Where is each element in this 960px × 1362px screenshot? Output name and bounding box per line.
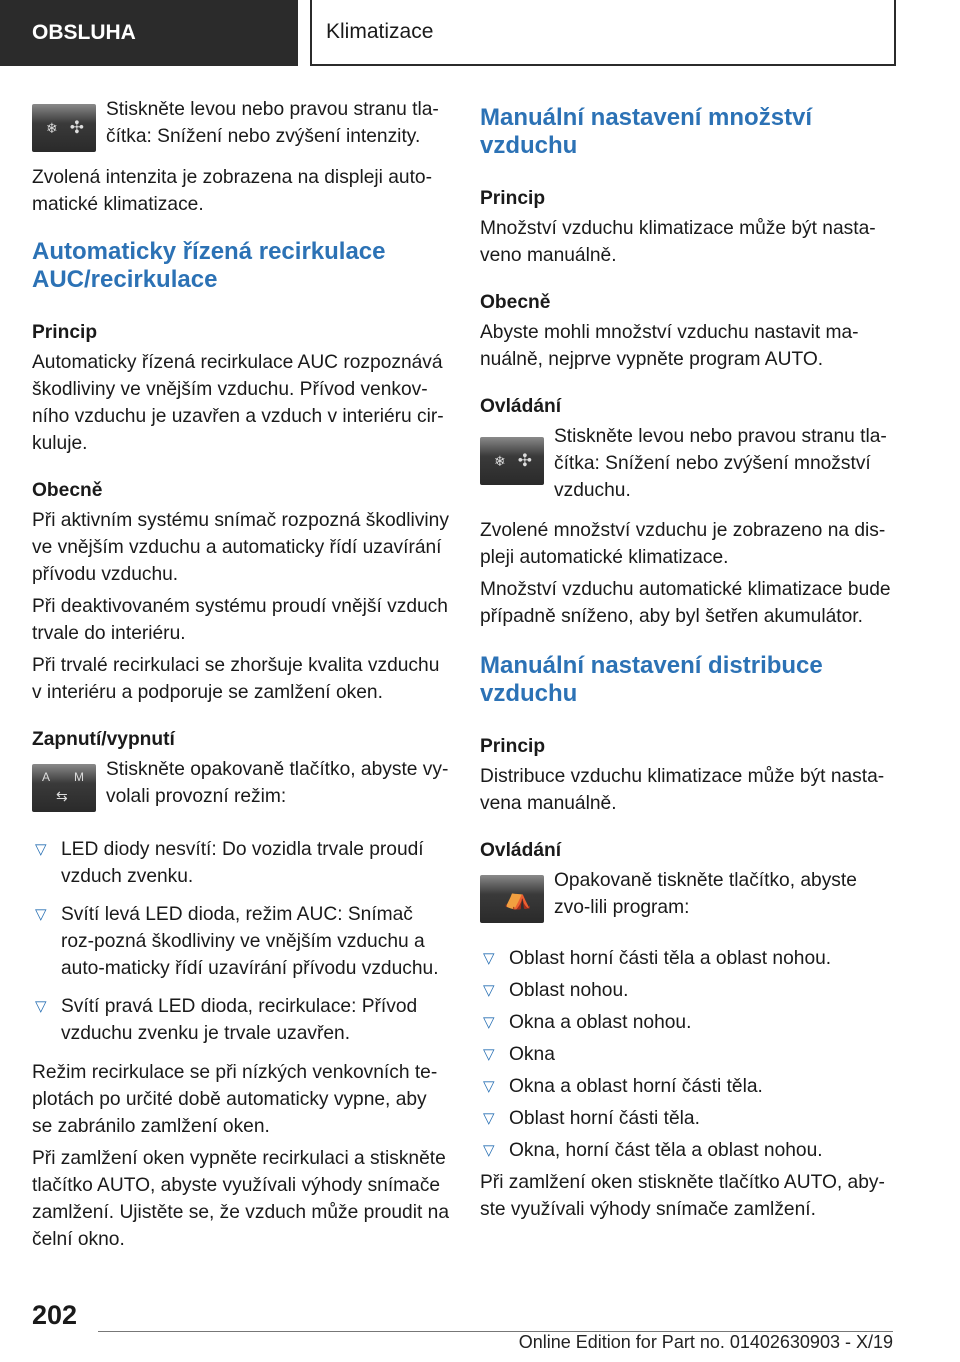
distribuce-title: Manuální nastavení distribuce vzduchu	[480, 652, 823, 707]
auc-obecne-text-2: Při deaktivovaném systému proudí vnější vzduch trvale do interiéru.	[32, 596, 448, 644]
mnozstvi-text-1: Zvolené množství vzduchu je zobrazeno na dis-pleji automatické klimatizace.	[480, 520, 886, 568]
zapnuti-instruction-text: Stiskněte opakovaně tlačítko, abyste vy-volali provozní režim:	[106, 759, 449, 807]
mnozstvi-instruction	[480, 423, 898, 504]
triangle-bullet-icon: ▽	[483, 950, 495, 967]
list-item: ▽ Okna	[480, 1041, 898, 1068]
distribuce-instruction	[480, 867, 898, 923]
fan-button-icon: ❄ ✣	[480, 437, 544, 485]
distribuce-princip-text: Distribuce vzduchu klimatizace může být nasta-vena manuálně.	[480, 766, 885, 814]
triangle-bullet-icon: ▽	[483, 1046, 495, 1063]
distribuce-instruction-text: Opakovaně tiskněte tlačítko, abyste zvo-lili program:	[554, 870, 857, 918]
mnozstvi-obecne-heading: Obecně	[480, 292, 551, 313]
list-item: ▽ Okna a oblast horní části těla.	[480, 1073, 898, 1100]
triangle-bullet-icon: ▽	[483, 982, 495, 999]
mnozstvi-instruction-text: Stiskněte levou nebo pravou stranu tla-čítka: Snížení nebo zvýšení množství vzduchu.	[554, 426, 887, 501]
list-item: ▽ Okna a oblast nohou.	[480, 1009, 898, 1036]
footer-text: Online Edition for Part no. 01402630903 - X/19	[518, 1332, 893, 1352]
auc-obecne-text-1: Při aktivním systému snímač rozpozná škodliviny ve vnějším vzduchu a automaticky řídí uzavírání přívodu vzduchu.	[32, 510, 449, 585]
distribuce-princip-heading: Princip	[480, 736, 546, 757]
section-label: OBSLUHA	[0, 0, 298, 66]
distribuce-ovladani-heading: Ovládání	[480, 840, 562, 861]
triangle-bullet-icon: ▽	[483, 1110, 495, 1127]
recirculation-button-icon: A M ⇆	[32, 764, 96, 812]
list-item: ▽ Svítí pravá LED dioda, recirkulace: Přívod vzduchu zvenku je trvale uzavřen.	[32, 993, 450, 1047]
triangle-bullet-icon: ▽	[483, 1142, 495, 1159]
triangle-bullet-icon: ▽	[483, 1078, 495, 1095]
air-distribution-button-icon: ⛺	[480, 875, 544, 923]
triangle-bullet-icon: ▽	[35, 841, 47, 858]
chapter-label: Klimatizace	[310, 0, 896, 66]
mnozstvi-princip-heading: Princip	[480, 188, 546, 209]
distribuce-end-text: Při zamlžení oken stiskněte tlačítko AUTO, aby-ste využívali výhody snímače zamlžení.	[480, 1172, 885, 1220]
auc-princip-heading: Princip	[32, 322, 98, 343]
mnozstvi-title: Manuální nastavení množství vzduchu	[480, 104, 813, 159]
right-column	[480, 96, 898, 1236]
auc-title: Automaticky řízená recirkulace AUC/recirkulace	[32, 238, 386, 293]
mnozstvi-ovladani-heading: Ovládání	[480, 396, 562, 417]
page-number: 202	[32, 1300, 78, 1330]
zapnuti-instruction	[32, 756, 450, 812]
intensity-instruction-text: Stiskněte levou nebo pravou stranu tla-čítka: Snížení nebo zvýšení intenzity.	[106, 99, 439, 147]
auc-obecne-heading: Obecně	[32, 480, 103, 501]
list-item: ▽ Okna, horní část těla a oblast nohou.	[480, 1137, 898, 1164]
program-list	[480, 945, 898, 1164]
list-item: ▽ Oblast horní části těla.	[480, 1105, 898, 1132]
triangle-bullet-icon: ▽	[35, 906, 47, 923]
list-item: ▽ Oblast horní části těla a oblast nohou.	[480, 945, 898, 972]
recirc-end-text-2: Při zamlžení oken vypněte recirkulaci a stiskněte tlačítko AUTO, abyste využívali výhody snímače zamlžení. Ujistěte se, že vzduch může proudit na čelní okno.	[32, 1148, 449, 1250]
recirc-end-text-1: Režim recirkulace se při nízkých venkovních te-plotách po určité době automaticky vypne, aby se zabránilo zamlžení oken.	[32, 1062, 438, 1137]
list-item: ▽ Oblast nohou.	[480, 977, 898, 1004]
triangle-bullet-icon: ▽	[483, 1014, 495, 1031]
list-item: ▽ LED diody nesvítí: Do vozidla trvale proudí vzduch zvenku.	[32, 836, 450, 890]
mode-list	[32, 836, 450, 1047]
intensity-instruction	[32, 96, 450, 152]
left-column	[32, 96, 450, 1266]
intensity-paragraph: Zvolená intenzita je zobrazena na displeji auto-matické klimatizace.	[32, 167, 432, 215]
mnozstvi-princip-text: Množství vzduchu klimatizace může být nasta-veno manuálně.	[480, 218, 876, 266]
triangle-bullet-icon: ▽	[35, 998, 47, 1015]
page-header	[0, 0, 960, 66]
mnozstvi-text-2: Množství vzduchu automatické klimatizace bude případně sníženo, aby byl šetřen akumulátor.	[480, 579, 891, 627]
fan-button-icon: ❄ ✣	[32, 104, 96, 152]
mnozstvi-obecne-text: Abyste mohli množství vzduchu nastavit ma-nuálně, nejprve vypněte program AUTO.	[480, 322, 859, 370]
auc-obecne-text-3: Při trvalé recirkulaci se zhoršuje kvalita vzduchu v interiéru a podporuje se zamlžení oken.	[32, 655, 440, 703]
auc-princip-text: Automaticky řízená recirkulace AUC rozpoznává škodliviny ve vnějším vzduchu. Přívod venkov-ního vzduchu je uzavřen a vzduch v interiéru cir-kuluje.	[32, 352, 444, 454]
zapnuti-heading: Zapnutí/vypnutí	[32, 729, 175, 750]
list-item: ▽ Svítí levá LED dioda, režim AUC: Snímač roz-pozná škodliviny ve vnějším vzduchu a auto-maticky řídí uzavírání přívodu vzduchu.	[32, 901, 450, 982]
